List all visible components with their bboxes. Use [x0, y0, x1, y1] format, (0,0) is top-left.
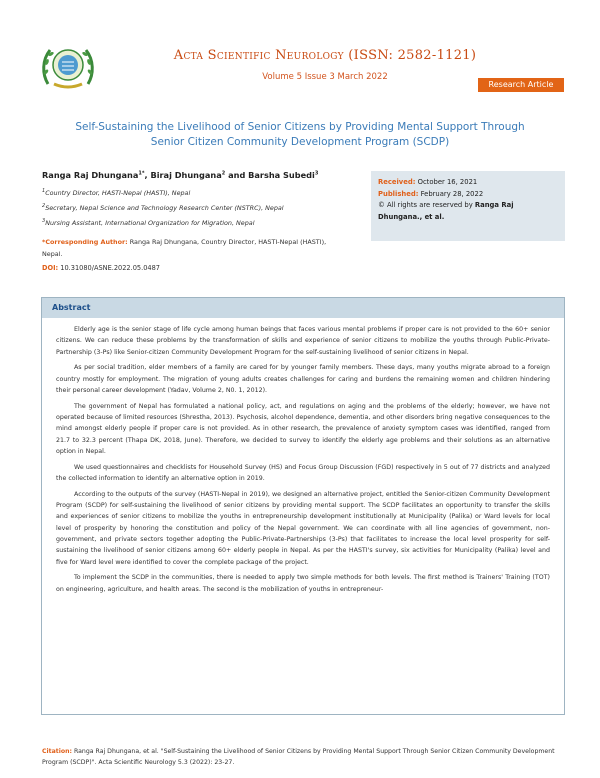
dates-box	[371, 171, 565, 241]
received-date: October 16, 2021	[415, 178, 478, 186]
abstract-paragraph: The government of Nepal has formulated a national policy, act, and regulations on aging and the problems of the elderly; however, we have not operated because of limited resources (Shrestha, 2013). Psychosis, alcohol dependence, dementia, and other disorders bring negative consequences to the mind amongst elderly people if proper care is not provided. As in other research, the prevalence of anxiety symptom cases was identified, ranged from 21.7 to 32.3 percent (Thapa DK, 2018, June). Therefore, we decided to survey to identify the elderly age problems and their solutions as an alternative option in Nepal.	[56, 402, 550, 455]
corresponding-text: Ranga Raj Dhungana, Country Director, HASTI-Nepal (HASTI), Nepal.	[42, 238, 327, 258]
affiliation-2-sup: 2	[42, 203, 46, 209]
published-date: February 28, 2022	[418, 189, 484, 198]
affiliation-3	[42, 218, 254, 227]
affiliation-2-text: Secretary, Nepal Science and Technology Research Center (NSTRC), Nepal	[45, 204, 284, 213]
rights-name: Ranga Raj Dhungana., et al.	[378, 201, 514, 221]
volume-issue: Volume 5 Issue 3 March 2022	[262, 72, 388, 82]
author-1-sup: 1*	[138, 170, 145, 177]
abstract-paragraph: According to the outputs of the survey (HASTI-Nepal in 2019), we designed an alternative project, entitled the Senior-citizen Community Development Program (SCDP) for self-sustaining the livelihood of senior citizens by providing mental support. The SCDP facilitates an opportunity to transfer the skills and experiences of senior citizens to mobilize the youths in entrepreneurship development institutionally at Municipality (Palika) or Ward levels for local level of prosperity by honoring the constitution and policy of the Nepal government. We can coordinate with all line agencies of government, non-government, and private sectors together adopting the Public-Private-Partnerships (3-Ps) that facilitates to increase the local level prosperity for self-sustaining the livelihood of senior citizens among 60+ elderly people in Nepal. As per the HASTI's survey, six activities for Municipality (Palika) level and five for Ward level were identified to cover the complete package of the project.	[56, 490, 550, 566]
affiliation-1-sup: 1	[42, 188, 46, 194]
corresponding-author	[42, 236, 342, 260]
author-2: , Biraj Dhungana	[144, 170, 222, 180]
citation	[42, 746, 562, 768]
affiliation-1	[42, 188, 190, 197]
affiliation-3-sup: 3	[42, 218, 46, 224]
abstract-heading: Abstract	[42, 298, 564, 318]
author-1: Ranga Raj Dhungana	[42, 170, 139, 180]
affiliation-2	[42, 203, 284, 212]
citation-text: Ranga Raj Dhungana, et al. "Self-Sustaining the Livelihood of Senior Citizens by Providing Mental Support Through Senior Citizen Community Development Program (SCDP)". Acta Scientific Neurology 5.3 (2022): 23-27.	[42, 748, 555, 766]
citation-label: Citation:	[42, 748, 73, 755]
rights-text: © All rights are reserved by	[378, 201, 475, 209]
abstract-box	[41, 297, 565, 715]
published-label: Published:	[378, 189, 419, 198]
journal-title: Acta Scientific Neurology (ISSN: 2582-1121)	[173, 48, 477, 63]
affiliation-3-text: Nursing Assistant, International Organization for Migration, Nepal	[45, 219, 255, 228]
affiliation-1-text: Country Director, HASTI-Nepal (HASTI), Nepal	[45, 189, 191, 198]
doi-label: DOI:	[42, 264, 59, 272]
author-3-sup: 3	[314, 170, 319, 177]
article-type-badge: Research Article	[478, 78, 564, 92]
abstract-paragraph: To implement the SCDP in the communities, there is needed to apply two simple methods for both levels. The first method is Trainers' Training (TOT) on engineering, agriculture, and health areas. The second is the mobilization of youths in entrepreneur-	[56, 574, 550, 593]
authors	[42, 170, 318, 180]
abstract-body	[42, 318, 564, 595]
abstract-paragraph: As per social tradition, elder members of a family are cared for by younger family members. These days, many youths migrate abroad to a foreign country mostly for employment. The migration of young adults creates challenges for caring and burdens the remaining women and children hindering their personal career development (Yadav, Volume 2, N0. 1, 2012).	[56, 364, 550, 394]
journal-logo	[40, 40, 96, 92]
author-2-sup: 2	[221, 170, 226, 177]
abstract-paragraph: Elderly age is the senior stage of life cycle among human beings that faces various mental problems if proper care is not provided to the 60+ senior citizens. We can reduce these problems by the transformation of skills and experience of senior citizens to mobilize the youths through Public-Private-Partnership (3-Ps) like Senior-citizen Community Development Program for the self-sustaining livelihood of senior citizens in Nepal.	[56, 326, 550, 356]
author-3: and Barsha Subedi	[225, 170, 315, 180]
doi-link[interactable]: 10.31080/ASNE.2022.05.0487	[58, 264, 160, 272]
corresponding-label: *Corresponding Author:	[42, 238, 128, 246]
paper-title: Self-Sustaining the Livelihood of Senior Citizens by Providing Mental Support Through Senior Citizen Community Development Program (SCDP)	[75, 121, 525, 148]
doi	[42, 264, 160, 272]
received-label: Received:	[378, 178, 416, 186]
abstract-paragraph: We used questionnaires and checklists for Household Survey (HS) and Focus Group Discussion (FGD) respectively in 5 out of 77 districts and analyzed the collected information to identify an alternative option in 2019.	[56, 463, 550, 483]
